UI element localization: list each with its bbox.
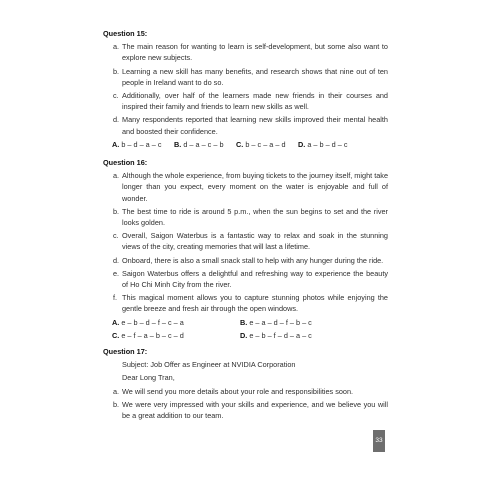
option-text: This magical moment allows you to capture stunning photos while enjoying the gentle breeze and fresh air through the open windows. — [122, 293, 388, 314]
answer-text: d – a – c – b — [183, 139, 224, 149]
option-text: Although the whole experience, from buying tickets to the journey itself, might take longer than you expect, every moment on the water is enjoyable and full of wonder. — [122, 171, 388, 203]
option-text: We will send you more details about your role and responsibilities soon. — [122, 386, 354, 396]
q17-subject: Subject: Job Offer as Engineer at NVIDIA Corporation — [122, 360, 296, 370]
question-17-title: Question 17: — [103, 347, 148, 357]
option-text: The best time to ride is around 5 p.m., when the sun begins to set and the river looks golden. — [122, 206, 388, 228]
answer-letter: A. — [112, 139, 120, 149]
option-label: a. — [113, 386, 120, 396]
option-text: The main reason for wanting to learn is self-development, but some also want to explore new subjects. — [122, 42, 388, 63]
answer-text: b – c – a – d — [245, 139, 286, 149]
q16-option-e — [103, 268, 388, 290]
answer-text: a – b – d – c — [307, 139, 348, 149]
option-text: Overall, Saigon Waterbus is a fantastic way to relax and soak in the stunning views of the city, creating memories that will last a lifetime. — [122, 231, 388, 252]
option-label: c. — [113, 231, 119, 241]
option-label: b. — [113, 399, 120, 409]
option-text: Learning a new skill has many benefits, and research shows that nine out of ten people in Ireland want to do so. — [122, 66, 388, 87]
q16-option-a — [103, 170, 388, 204]
option-label: b. — [113, 206, 120, 216]
answer-text: e – b – d – f – c – a — [121, 317, 184, 327]
answer-text: e – a – d – f – b – c — [249, 317, 312, 327]
answer-letter: B. — [174, 139, 182, 149]
option-text: Saigon Waterbus offers a delightful and refreshing way to experience the beauty of Ho Chi Minh City from the river. — [122, 268, 388, 290]
answer-text: e – b – f – d – a – c — [249, 330, 312, 340]
q16-option-d — [103, 255, 388, 266]
q15-answer-c[interactable] — [236, 139, 298, 150]
q16-answer-choices — [103, 317, 388, 341]
answer-letter: D. — [298, 139, 306, 149]
answer-letter: C. — [112, 330, 120, 340]
option-label: a. — [113, 171, 120, 181]
q16-option-b — [103, 206, 388, 228]
answer-text: b – d – a – c — [121, 139, 162, 149]
q16-answer-d[interactable] — [240, 330, 368, 341]
q17-option-b — [103, 399, 388, 421]
option-text: Additionally, over half of the learners made new friends in their courses and inspired their family and friends to learn new skills as well. — [122, 91, 388, 112]
option-label: d. — [113, 255, 120, 265]
option-label: f. — [113, 293, 118, 303]
option-label: d. — [113, 115, 120, 125]
answer-letter: B. — [240, 317, 248, 327]
answer-letter: D. — [240, 330, 248, 340]
option-label: c. — [113, 91, 119, 101]
q15-answer-a[interactable] — [112, 139, 174, 150]
q15-option-c — [103, 90, 388, 112]
answer-letter: C. — [236, 139, 244, 149]
q15-answer-b[interactable] — [174, 139, 236, 150]
option-label: e. — [113, 268, 120, 278]
option-label: b. — [113, 66, 120, 76]
q16-option-f — [103, 292, 388, 314]
answer-text: e – f – a – b – c – d — [121, 330, 184, 340]
page-number: 33 — [373, 430, 385, 452]
option-text: Onboard, there is also a small snack stall to help with any hunger during the ride. — [122, 255, 384, 265]
q16-option-c — [103, 230, 388, 252]
q15-option-a — [103, 41, 388, 63]
option-label: a. — [113, 42, 120, 52]
option-text: We were very impressed with your skills and experience, and we believe you will be a great addition to our team. — [122, 399, 388, 421]
q16-answer-b[interactable] — [240, 317, 368, 328]
question-content — [103, 28, 388, 423]
q17-option-a — [103, 386, 388, 397]
answer-letter: A. — [112, 317, 120, 327]
q15-option-d — [103, 114, 388, 136]
q15-option-b — [103, 66, 388, 88]
q15-answer-choices — [103, 139, 388, 150]
q16-answer-a[interactable] — [112, 317, 240, 328]
question-16-title: Question 16: — [103, 158, 148, 168]
q17-greeting: Dear Long Tran, — [122, 373, 175, 383]
question-15-title: Question 15: — [103, 29, 148, 38]
option-text: Many respondents reported that learning new skills improved their mental health and boosted their confidence. — [122, 115, 388, 136]
q15-answer-d[interactable] — [298, 139, 360, 150]
q16-answer-c[interactable] — [112, 330, 240, 341]
